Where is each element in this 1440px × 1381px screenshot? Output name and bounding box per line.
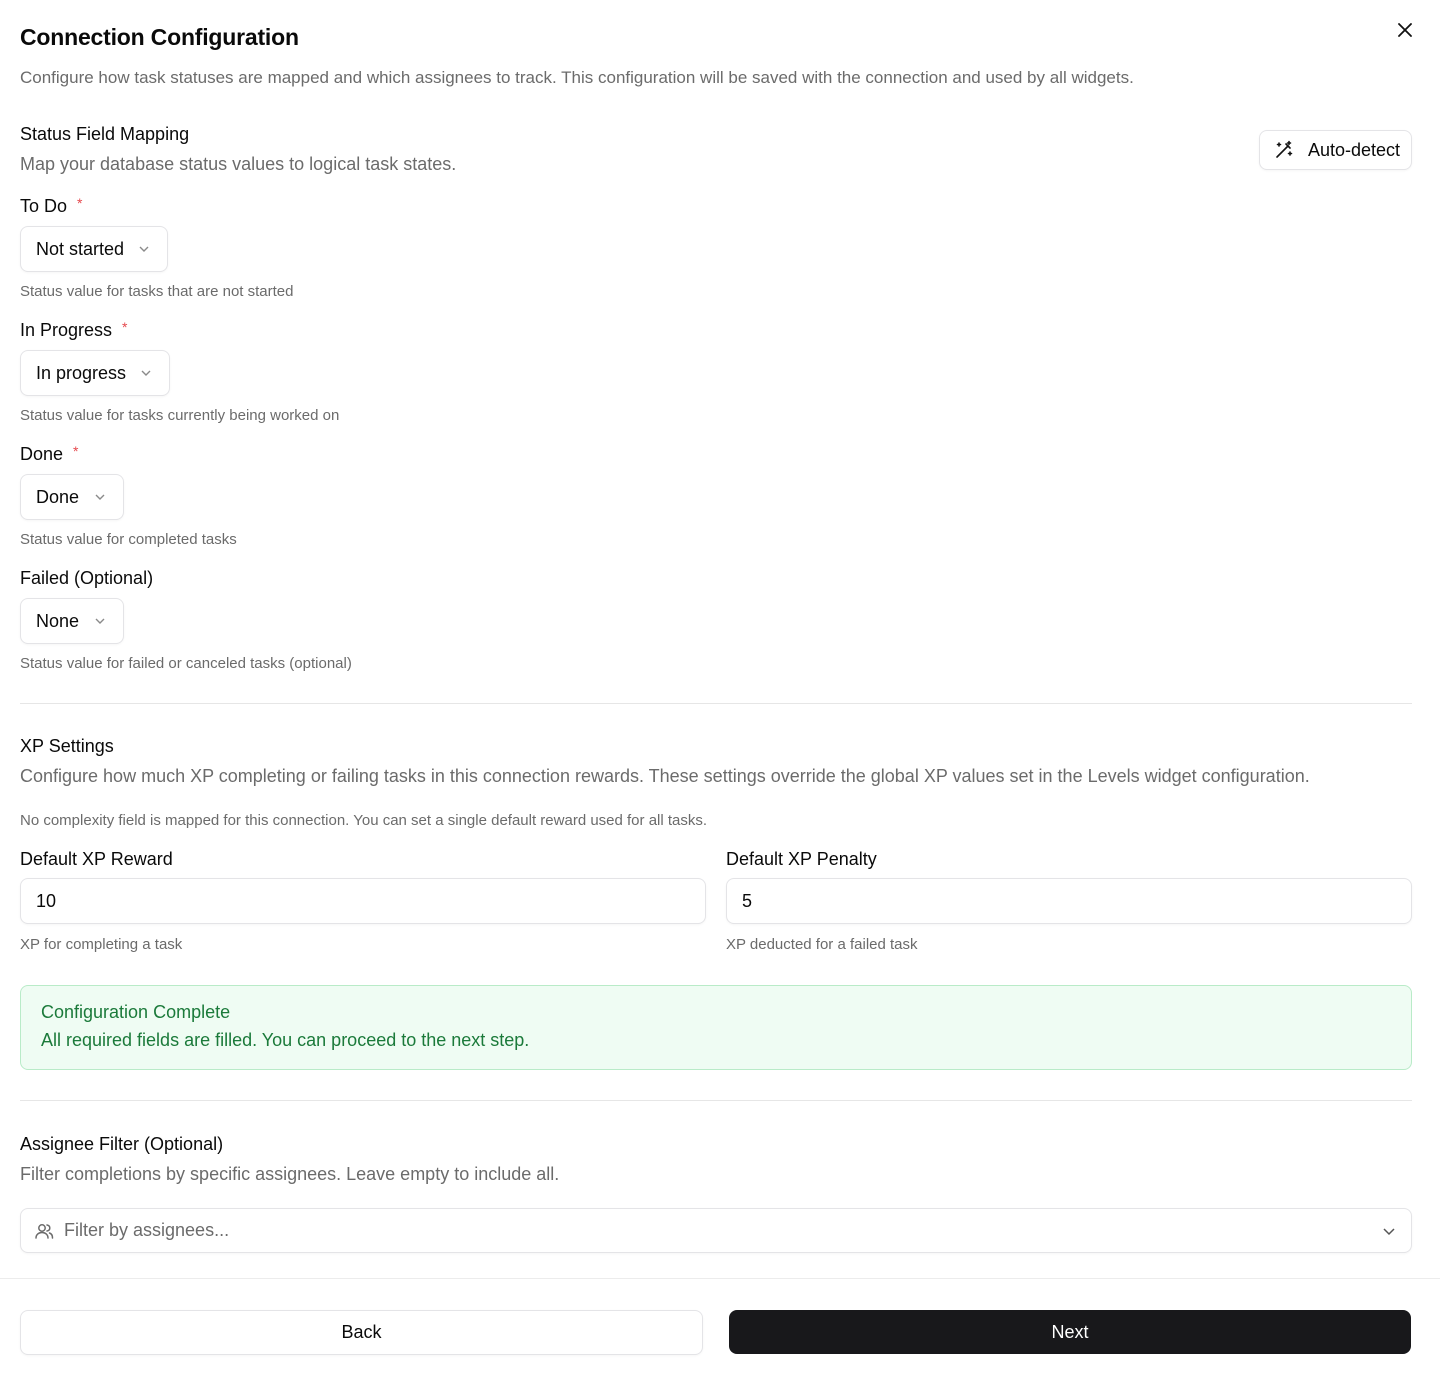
chevron-down-icon <box>140 367 152 379</box>
xp-reward-help: XP for completing a task <box>20 936 183 953</box>
close-button[interactable] <box>1392 17 1418 43</box>
configuration-complete-alert <box>20 985 1412 1070</box>
failed-select[interactable]: None <box>20 598 124 644</box>
alert-message: All required fields are filled. You can proceed to the next step. <box>41 1030 530 1050</box>
todo-help: Status value for tasks that are not started <box>20 283 294 300</box>
xp-penalty-help: XP deducted for a failed task <box>726 936 918 953</box>
chevron-down-icon <box>138 243 150 255</box>
xp-settings-note: No complexity field is mapped for this connection. You can set a single default reward used for all tasks. <box>20 812 708 829</box>
done-help: Status value for completed tasks <box>20 531 237 548</box>
field-label-todo: To Do * <box>20 195 83 216</box>
section-divider <box>20 703 1412 704</box>
xp-settings-title: XP Settings <box>20 736 114 756</box>
users-icon <box>34 1221 54 1241</box>
chevron-down-icon <box>94 615 106 627</box>
assignee-filter-description: Filter completions by specific assignees. Leave empty to include all. <box>20 1164 560 1184</box>
field-label-failed: Failed (Optional) <box>20 568 154 588</box>
field-label-in-progress: In Progress * <box>20 319 128 340</box>
xp-penalty-label: Default XP Penalty <box>726 849 877 869</box>
failed-help: Status value for failed or canceled tasks (optional) <box>20 655 352 672</box>
in-progress-help: Status value for tasks currently being worked on <box>20 407 340 424</box>
auto-detect-button[interactable] <box>1259 130 1412 170</box>
status-mapping-description: Map your database status values to logical task states. <box>20 154 457 174</box>
required-mark: * <box>73 443 79 459</box>
todo-select[interactable]: Not started <box>20 226 168 272</box>
chevron-down-icon <box>94 491 106 503</box>
status-mapping-title: Status Field Mapping <box>20 124 190 144</box>
assignee-filter-select[interactable] <box>20 1208 1412 1253</box>
dialog-description: Configure how task statuses are mapped and which assignees to track. This configuration will be saved with the connection and used by all widgets. <box>20 68 1134 87</box>
xp-reward-input[interactable] <box>20 878 706 924</box>
xp-penalty-input[interactable] <box>726 878 1412 924</box>
xp-settings-description: Configure how much XP completing or failing tasks in this connection rewards. These settings override the global XP values set in the Levels widget configuration. <box>20 766 1310 786</box>
in-progress-select[interactable]: In progress <box>20 350 170 396</box>
close-icon <box>1398 23 1412 37</box>
field-label-done: Done * <box>20 443 79 464</box>
chevron-down-icon <box>1382 1224 1396 1238</box>
dialog-title: Connection Configuration <box>20 24 299 50</box>
done-select[interactable]: Done <box>20 474 124 520</box>
back-button[interactable]: Back <box>20 1310 703 1355</box>
magic-wand-icon <box>1274 140 1294 160</box>
next-button[interactable]: Next <box>729 1310 1411 1354</box>
assignee-filter-placeholder: Filter by assignees... <box>64 1220 230 1240</box>
alert-title: Configuration Complete <box>41 1002 231 1022</box>
auto-detect-label: Auto-detect <box>1308 139 1401 160</box>
assignee-filter-title: Assignee Filter (Optional) <box>20 1134 224 1154</box>
xp-reward-label: Default XP Reward <box>20 849 173 869</box>
required-mark: * <box>122 319 128 335</box>
footer-divider <box>0 1278 1440 1279</box>
required-mark: * <box>77 195 83 211</box>
section-divider <box>20 1100 1412 1101</box>
